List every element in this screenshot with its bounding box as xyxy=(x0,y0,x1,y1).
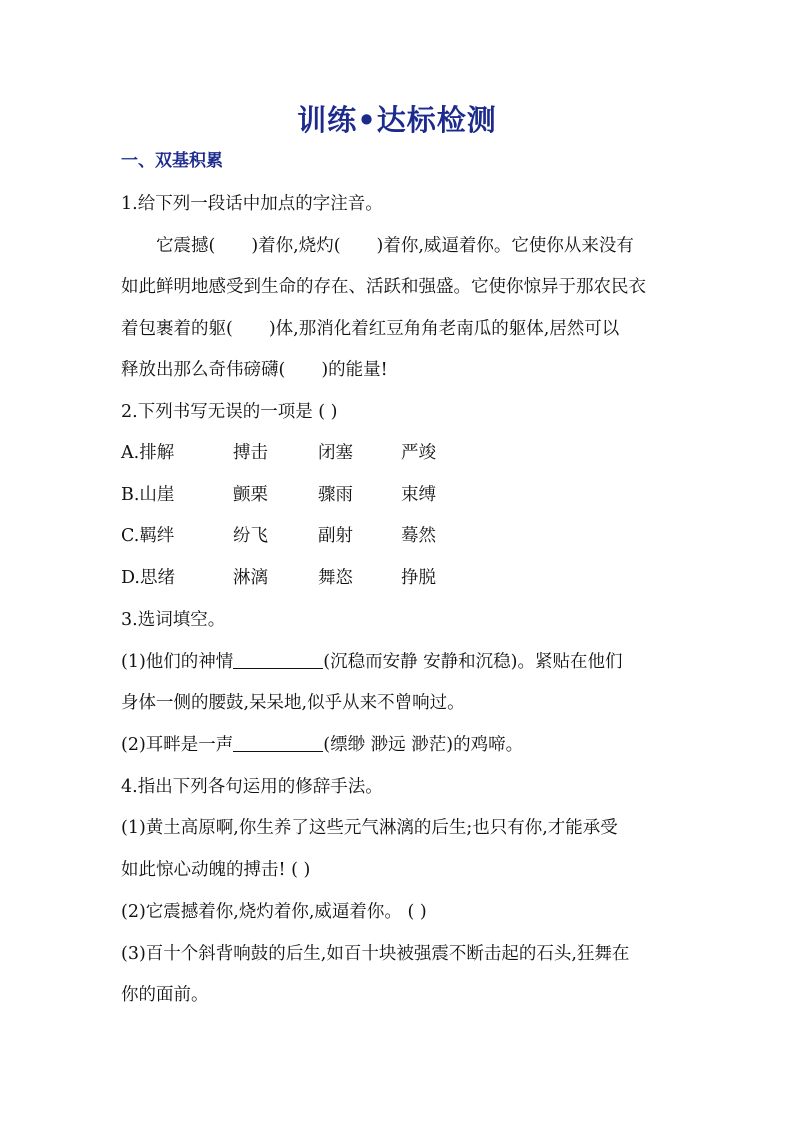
option-label: B.山崖 xyxy=(121,485,175,505)
fill-blank[interactable] xyxy=(233,734,323,752)
option-word: 闭塞 xyxy=(318,443,353,463)
option-label: A.排解 xyxy=(121,443,175,463)
q3-sentence-2 xyxy=(121,731,523,756)
text: (2)耳畔是一声 xyxy=(121,735,234,755)
option-word: 舞恣 xyxy=(318,568,353,588)
option-word: 副射 xyxy=(318,526,353,546)
text: )着你,威逼着你。它使你从来没有 xyxy=(376,236,634,256)
q4-sentence-1-cont: 如此惊心动魄的搏击! ( ) xyxy=(121,860,311,880)
q3-sentence-1 xyxy=(121,648,623,673)
text: )的能量! xyxy=(321,360,388,380)
text: 释放出那么奇伟磅礴( xyxy=(121,360,286,380)
q3-stem: 3.选词填空。 xyxy=(121,610,226,630)
text: (缥缈 渺远 渺茫)的鸡啼。 xyxy=(323,735,524,755)
q1-para-line-3 xyxy=(121,315,619,340)
option-word: 蓦然 xyxy=(401,526,436,546)
option-word: 束缚 xyxy=(401,485,436,505)
option-word: 淋漓 xyxy=(233,568,268,588)
text: )着你,烧灼( xyxy=(251,236,341,256)
text: (1)他们的神情 xyxy=(121,652,234,672)
q2-stem: 2.下列书写无误的一项是 ( ) xyxy=(121,402,338,422)
q1-stem: 1.给下列一段话中加点的字注音。 xyxy=(121,194,383,214)
q4-stem: 4.指出下列各句运用的修辞手法。 xyxy=(121,777,383,797)
q4-sentence-1: (1)黄土高原啊,你生养了这些元气淋漓的后生;也只有你,才能承受 xyxy=(121,818,618,838)
text: (沉稳而安静 安静和沉稳)。紧贴在他们 xyxy=(323,652,623,672)
text: )体,那消化着红豆角角老南瓜的躯体,居然可以 xyxy=(268,319,620,339)
option-label: D.思绪 xyxy=(121,568,175,588)
option-word: 搏击 xyxy=(233,443,268,463)
fill-blank[interactable] xyxy=(233,651,323,669)
q4-sentence-2: (2)它震撼着你,烧灼着你,威逼着你。 ( ) xyxy=(121,902,427,922)
q1-para-line-2: 如此鲜明地感受到生命的存在、活跃和强盛。它使你惊异于那农民衣 xyxy=(121,277,646,297)
text: 着包裹着的躯( xyxy=(121,319,233,339)
option-word: 颤栗 xyxy=(233,485,268,505)
q1-para-line-1 xyxy=(156,232,634,257)
q1-para-line-4 xyxy=(121,356,388,381)
q4-sentence-3-cont: 你的面前。 xyxy=(121,985,209,1005)
section-heading: 一、双基积累 xyxy=(121,151,223,171)
option-word: 挣脱 xyxy=(401,568,436,588)
page-title: 训练•达标检测 xyxy=(297,103,497,137)
q3-sentence-1-cont: 身体一侧的腰鼓,呆呆地,似乎从来不曾响过。 xyxy=(121,693,465,713)
text: 它震撼( xyxy=(156,236,216,256)
option-word: 严竣 xyxy=(401,443,436,463)
option-label: C.羁绊 xyxy=(121,526,175,546)
option-word: 纷飞 xyxy=(233,526,268,546)
q4-sentence-3: (3)百十个斜背响鼓的后生,如百十块被强震不断击起的石头,狂舞在 xyxy=(121,944,630,964)
option-word: 骤雨 xyxy=(318,485,353,505)
